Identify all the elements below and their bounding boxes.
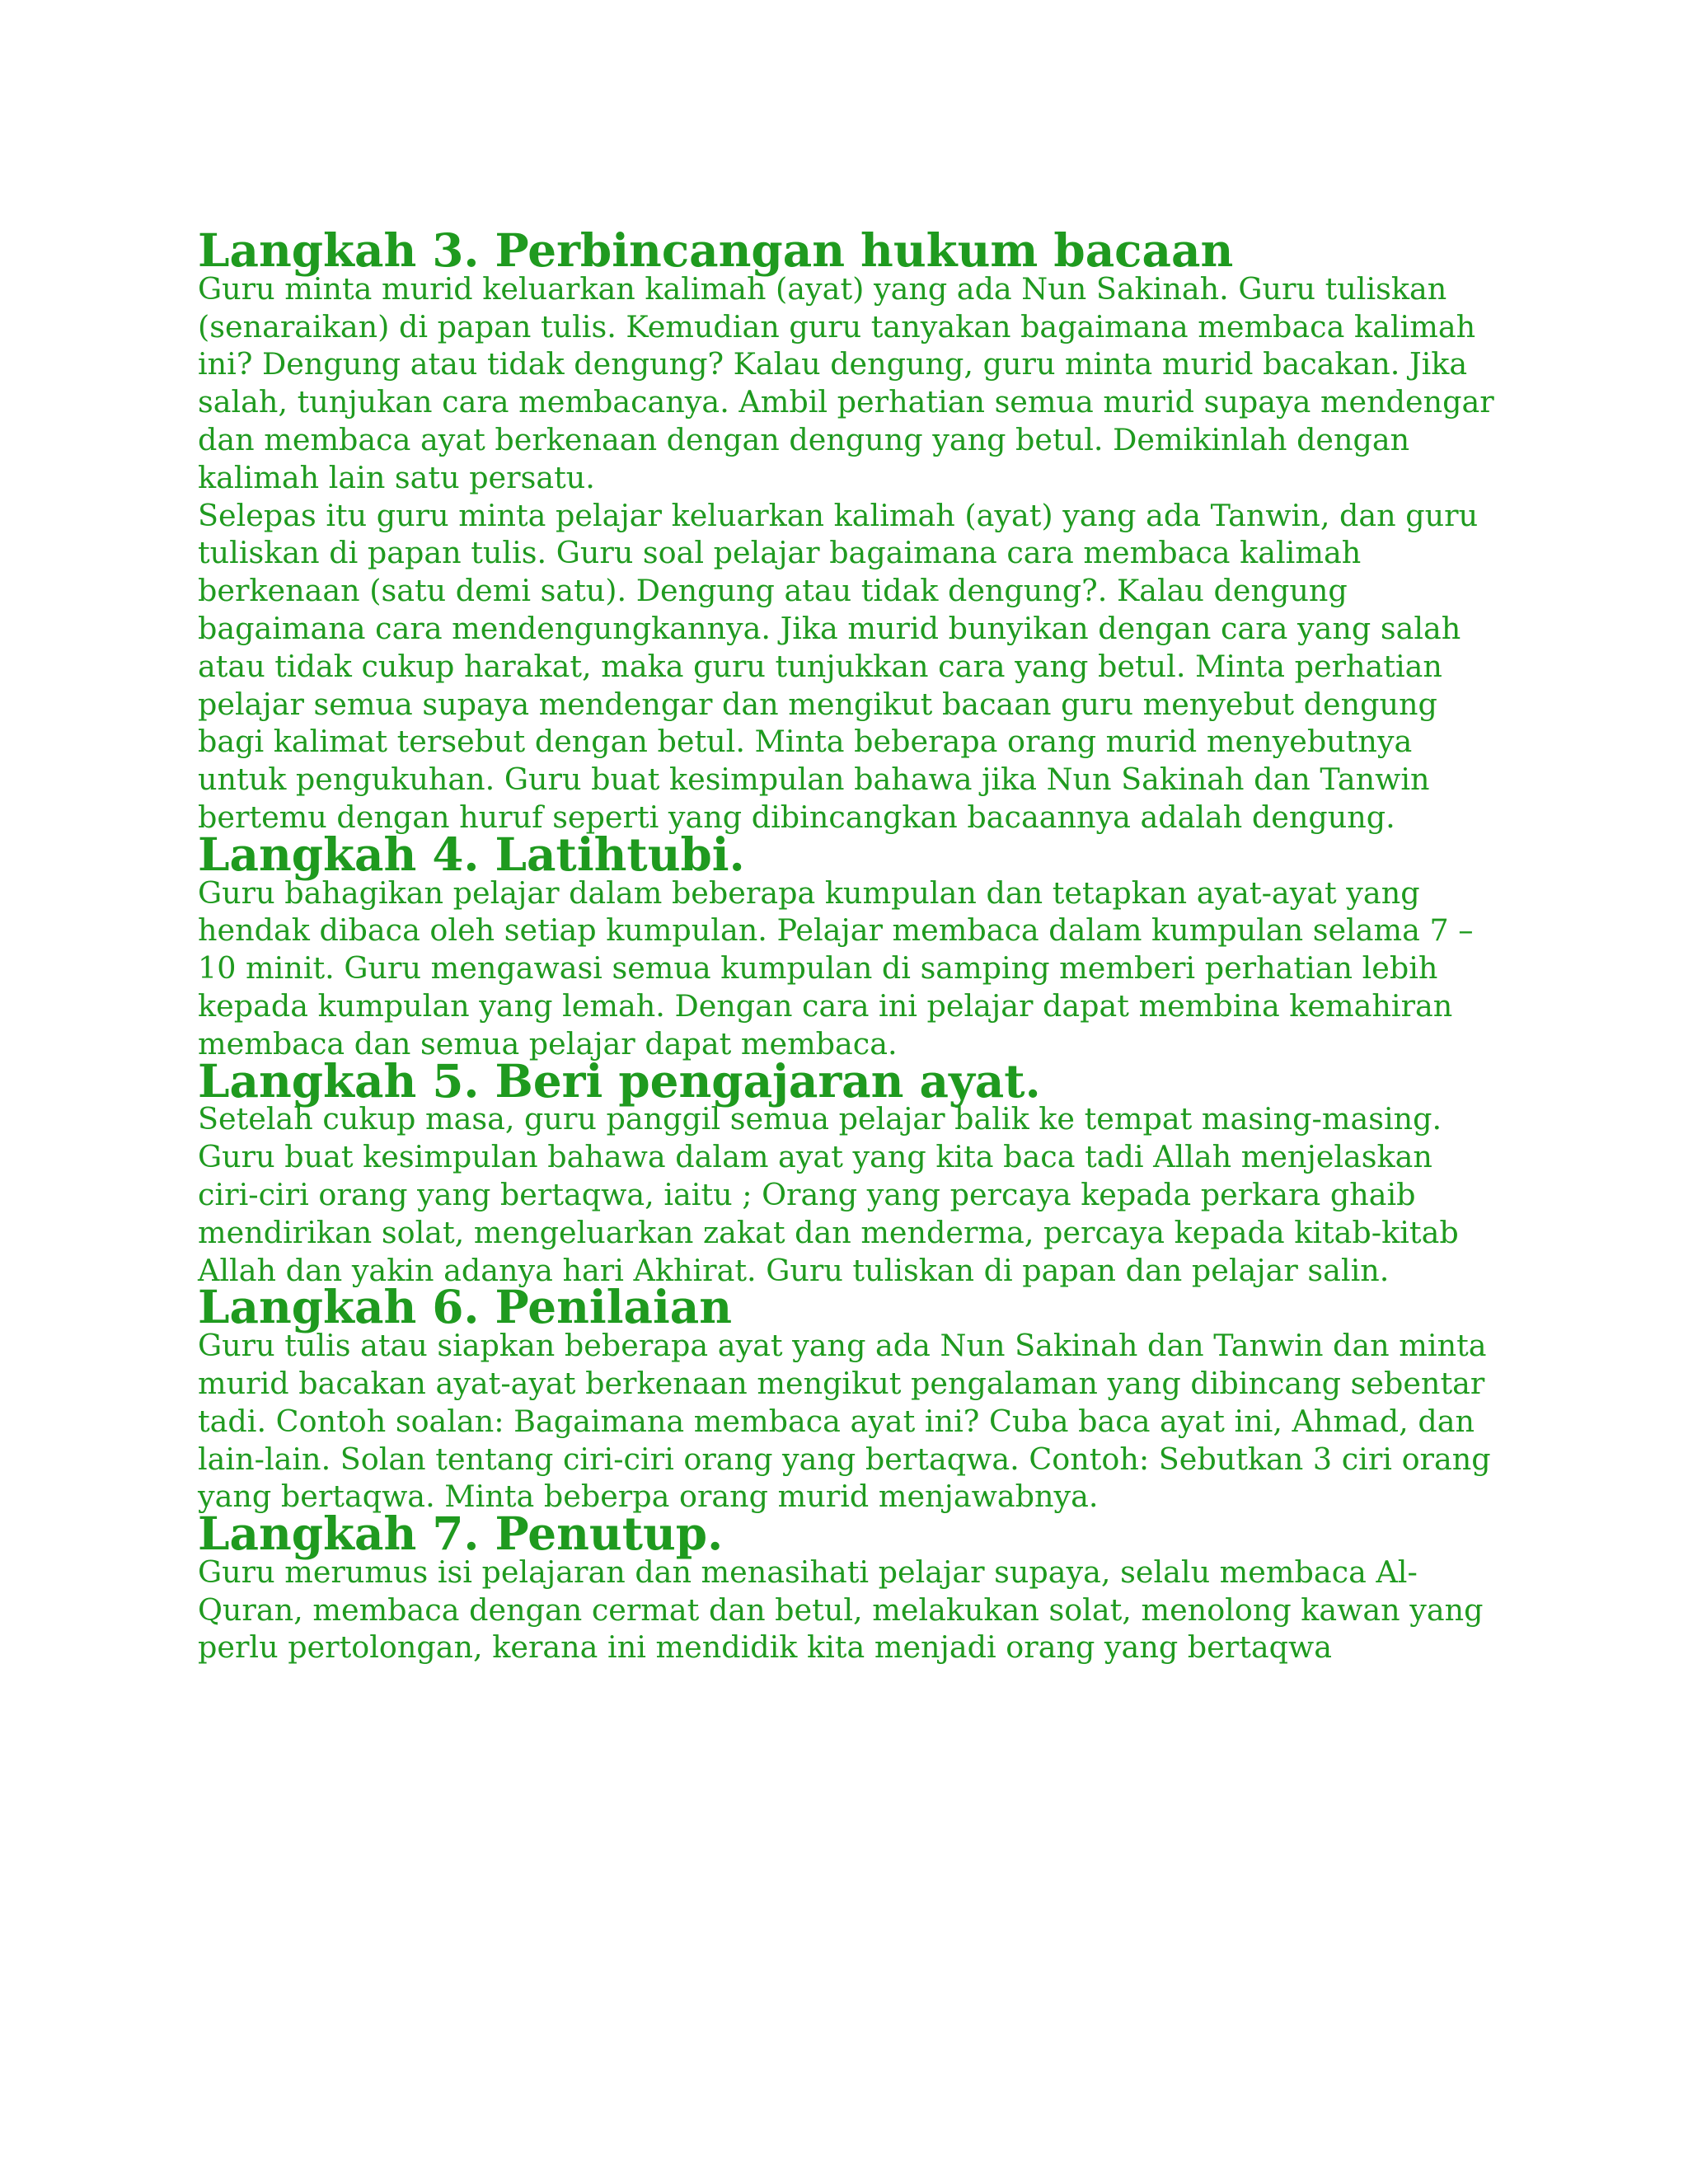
paragraph-langkah-5: Setelah cukup masa, guru panggil semua pelajar balik ke tempat masing-masing. Guru buat kesimpulan bahawa dalam ayat yang kita baca tadi Allah menjelaskan ciri-ciri orang yang bertaqwa, iaitu ; Orang yang percaya kepada perkara ghaib mendirikan solat, mengeluarkan zakat dan menderma, percaya kepada kitab-kitab Allah dan yakin adanya hari Akhirat. Guru tuliskan di papan dan pelajar salin. — [198, 1101, 1459, 1288]
paragraph-langkah-6: Guru tulis atau siapkan beberapa ayat yang ada Nun Sakinah dan Tanwin dan minta murid bacakan ayat-ayat berkenaan mengikut pengalaman yang dibincang sebentar tadi. Contoh soalan: Bagaimana membaca ayat ini? Cuba baca ayat ini, Ahmad, dan lain-lain. Solan tentang ciri-ciri orang yang bertaqwa. Contoh: Sebutkan 3 ciri orang yang bertaqwa. Minta beberpa orang murid menjawabnya. — [198, 1328, 1491, 1515]
paragraph-langkah-7: Guru merumus isi pelajaran dan menasihati pelajar supaya, selalu membaca Al-Quran, membaca dengan cermat dan betul, melakukan solat, menolong kawan yang perlu pertolongan, kerana ini mendidik kita menjadi orang yang bertaqwa — [198, 1554, 1484, 1666]
heading-langkah-7: Langkah 7. Penutup. — [198, 1507, 724, 1561]
heading-langkah-5: Langkah 5. Beri pengajaran ayat. — [198, 1054, 1041, 1108]
heading-langkah-4: Langkah 4. Latihtubi. — [198, 827, 745, 881]
heading-langkah-6: Langkah 6. Penilaian — [198, 1281, 733, 1334]
paragraph-langkah-3-nun-sakinah: Guru minta murid keluarkan kalimah (ayat) yang ada Nun Sakinah. Guru tuliskan (senaraikan) di papan tulis. Kemudian guru tanyakan bagaimana membaca kalimah ini? Dengung atau tidak dengung? Kalau dengung, guru minta murid bacakan. Jika salah, tunjukan cara membacanya. Ambil perhatian semua murid supaya mendengar dan membaca ayat berkenaan dengan dengung yang betul. Demikinlah dengan kalimah lain satu persatu. — [198, 270, 1494, 495]
paragraph-langkah-3-tanwin: Selepas itu guru minta pelajar keluarkan kalimah (ayat) yang ada Tanwin, dan guru tuliskan di papan tulis. Guru soal pelajar bagaimana cara membaca kalimah berkenaan (satu demi satu). Dengung atau tidak dengung?. Kalau dengung bagaimana cara mendengungkannya. Jika murid bunyikan dengan cara yang salah atau tidak cukup harakat, maka guru tunjukkan cara yang betul. Minta perhatian pelajar semua supaya mendengar dan mengikut bacaan guru menyebut dengung bagi kalimat tersebut dengan betul. Minta beberapa orang murid menyebutnya untuk pengukuhan. Guru buat kesimpulan bahawa jika Nun Sakinah dan Tanwin bertemu dengan huruf seperti yang dibincangkan bacaannya adalah dengung. — [198, 497, 1479, 835]
document-page — [198, 224, 1500, 1666]
paragraph-langkah-4: Guru bahagikan pelajar dalam beberapa kumpulan dan tetapkan ayat-ayat yang hendak dibaca oleh setiap kumpulan. Pelajar membaca dalam kumpulan selama 7 –10 minit. Guru mengawasi semua kumpulan di samping memberi perhatian lebih kepada kumpulan yang lemah. Dengan cara ini pelajar dapat membina kemahiran membaca dan semua pelajar dapat membaca. — [198, 874, 1474, 1062]
heading-langkah-3: Langkah 3. Perbincangan hukum bacaan — [198, 224, 1234, 277]
